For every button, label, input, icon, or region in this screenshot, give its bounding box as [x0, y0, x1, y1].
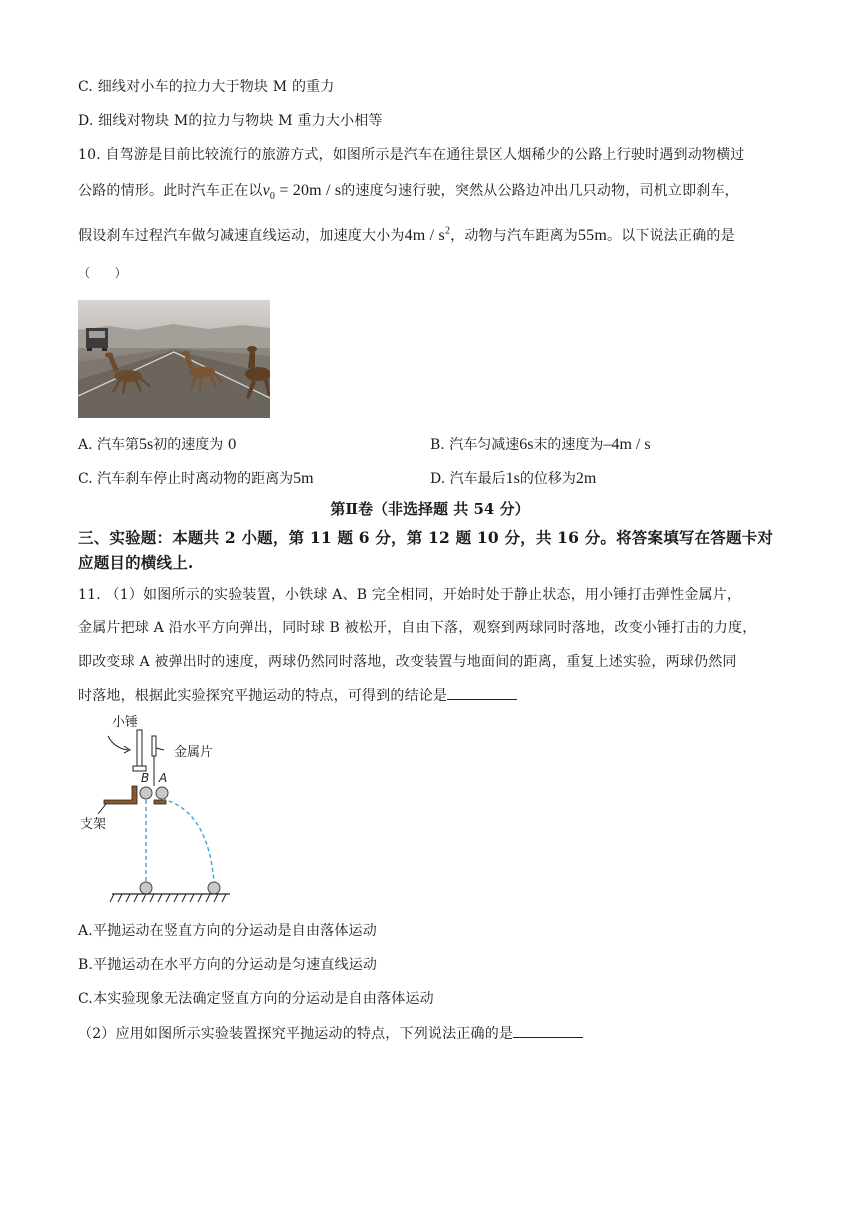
q11-line-2: 金属片把球 A 沿水平方向弹出，同时球 B 被松开，自由下落，观察到两球同时落地，改变小锤打击的力度，	[78, 620, 757, 636]
ball-a-label: A	[159, 771, 168, 785]
ball-b-label: B	[141, 771, 150, 785]
q11-line-4: 时落地，根据此实验探究平抛运动的特点，可得到的结论是	[78, 685, 517, 705]
q10-option-c[interactable]: C. 汽车刹车停止时离动物的距离为5m	[78, 470, 314, 487]
part3-heading-line-2: 应题目的横线上.	[78, 553, 194, 572]
stand-label: 支架	[80, 817, 107, 832]
q10-answer-paren: （ ）	[78, 266, 127, 280]
q11-option-c[interactable]: C.本实验现象无法确定竖直方向的分运动是自由落体运动	[78, 991, 434, 1007]
answer-blank-1[interactable]	[447, 687, 517, 700]
road-animals-photo	[78, 300, 270, 418]
option-c-prev: C. 细线对小车的拉力大于物块 M 的重力	[78, 79, 335, 95]
q10-line-2: 公路的情形。此时汽车正在以$v_0 = 20m / s$的速度匀速行驶，突然从公路边冲出几只动物，司机立即刹车，	[78, 182, 739, 203]
hammer-label: 小锤	[112, 715, 139, 730]
q10-option-d[interactable]: D. 汽车最后1s的位移为2m	[430, 470, 597, 487]
q10-option-a[interactable]: A. 汽车第5s初的速度为 0	[78, 436, 237, 453]
metal-plate-label: 金属片	[174, 745, 214, 760]
answer-blank-2[interactable]	[513, 1025, 583, 1038]
projectile-apparatus-figure	[78, 710, 238, 910]
q11-line-1: 11. （1）如图所示的实验装置，小铁球 A、B 完全相同，开始时处于静止状态，用小锤打击弹性金属片，	[78, 587, 742, 603]
part3-heading-line-1: 三、实验题：本题共 2 小题，第 11 题 6 分，第 12 题 10 分，共 16 分。将答案填写在答题卡对	[78, 528, 774, 547]
q10-line-1: 10. 自驾游是目前比较流行的旅游方式，如图所示是汽车在通往景区人烟稀少的公路上行驶时遇到动物横过	[78, 147, 745, 163]
option-d-prev: D. 细线对物块 M的拉力与物块 M 重力大小相等	[78, 113, 383, 129]
section-title: 第Ⅱ卷（非选择题 共 54 分）	[330, 500, 530, 518]
q11-option-b[interactable]: B.平抛运动在水平方向的分运动是匀速直线运动	[78, 957, 378, 973]
q10-line-3: 假设刹车过程汽车做匀减速直线运动，加速度大小为$4m / s^2$，动物与汽车距离为55m。以下说法正确的是	[78, 225, 735, 244]
q10-option-b[interactable]: B. 汽车匀减速6s末的速度为–4m / s	[430, 436, 651, 453]
q11-line-3: 即改变球 A 被弹出时的速度，两球仍然同时落地，改变装置与地面间的距离，重复上述实验，两球仍然同	[78, 654, 737, 670]
q11-option-a[interactable]: A.平抛运动在竖直方向的分运动是自由落体运动	[78, 923, 377, 939]
q11-part-2: （2）应用如图所示实验装置探究平抛运动的特点，下列说法正确的是	[78, 1023, 583, 1043]
